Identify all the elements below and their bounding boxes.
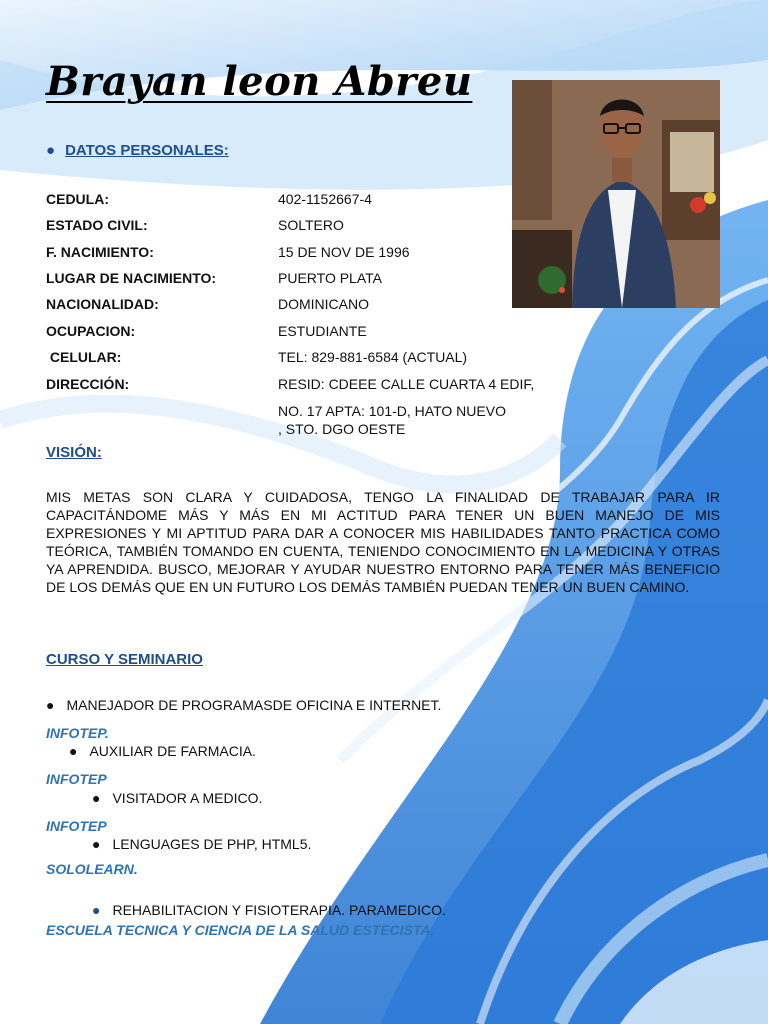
course-institution: ESCUELA TECNICA Y CIENCIA DE LA SALUD ESTECISTA. (46, 922, 435, 938)
section-title-vision: VISIÓN: (46, 444, 102, 461)
course-item: ● REHABILITACION Y FISIOTERAPIA. PARAMEDICO. (92, 902, 446, 918)
info-row-nacionalidad: NACIONALIDAD: DOMINICANO (46, 296, 369, 312)
course-item: ● LENGUAGES DE PHP, HTML5. (92, 836, 312, 852)
info-row-direccion: DIRECCIÓN: RESID: CDEEE CALLE CUARTA 4 EDIF, (46, 376, 535, 392)
course-item: ● AUXILIAR DE FARMACIA. (69, 743, 256, 759)
info-row-direccion-3: , STO. DGO OESTE (278, 421, 406, 437)
course-item: ● VISITADOR A MEDICO. (92, 790, 263, 806)
info-row-ocupacion: OCUPACION: ESTUDIANTE (46, 323, 367, 339)
candidate-name: Brayan leon Abreu (46, 58, 473, 105)
section-title-cursos: CURSO Y SEMINARIO (46, 651, 203, 668)
bullet-icon: ● (92, 836, 101, 852)
bullet-icon: ● (69, 743, 78, 759)
bullet-icon: ● (92, 902, 101, 918)
info-row-cedula: CEDULA: 402-1152667-4 (46, 191, 372, 207)
info-row-nacimiento: F. NACIMIENTO: 15 DE NOV DE 1996 (46, 244, 410, 260)
course-item: ● MANEJADOR DE PROGRAMASDE OFICINA E INTERNET. (46, 697, 442, 713)
info-row-celular: CELULAR: TEL: 829-881-6584 (ACTUAL) (46, 349, 468, 365)
info-row-lugar-nacimiento: LUGAR DE NACIMIENTO: PUERTO PLATA (46, 270, 382, 286)
bullet-icon: ● (92, 790, 101, 806)
course-institution: INFOTEP (46, 771, 107, 787)
vision-paragraph: MIS METAS SON CLARA Y CUIDADOSA, TENGO LA FINALIDAD DE TRABAJAR PARA IR CAPACITÁNDOME MÁS Y MÁS EN MI ACTITUD PARA TENER UN BUEN MANEJO DE MIS EXPRESIONES Y MI APTITUD PARA DAR A CONOCER MIS HABILIDADES TANTO PRACTICA COMO TEÓRICA, TAMBIÉN TOMANDO EN CUENTA, TENIENDO CONOCIMIENTO EN LA MEDICINA Y OTRAS YA APRENDIDA. BUSCO, MEJORAR Y AYUDAR NUESTRO ENTORNO PARA TENER MÁS BENEFICIO DE LOS DEMÁS QUE EN UN FUTURO LOS DEMÁS TAMBIÉN PUEDAN TENER UN BUEN CAMINO. (46, 489, 720, 595)
info-row-direccion-2: NO. 17 APTA: 101-D, HATO NUEVO (278, 403, 506, 419)
info-row-estado-civil: ESTADO CIVIL: SOLTERO (46, 217, 344, 233)
bullet-icon: ● (46, 142, 56, 159)
bullet-icon: ● (46, 697, 55, 713)
course-institution: SOLOLEARN. (46, 861, 138, 877)
section-title-datos-personales: ● DATOS PERSONALES: (46, 142, 229, 159)
course-institution: INFOTEP. (46, 725, 109, 741)
course-institution: INFOTEP (46, 818, 107, 834)
